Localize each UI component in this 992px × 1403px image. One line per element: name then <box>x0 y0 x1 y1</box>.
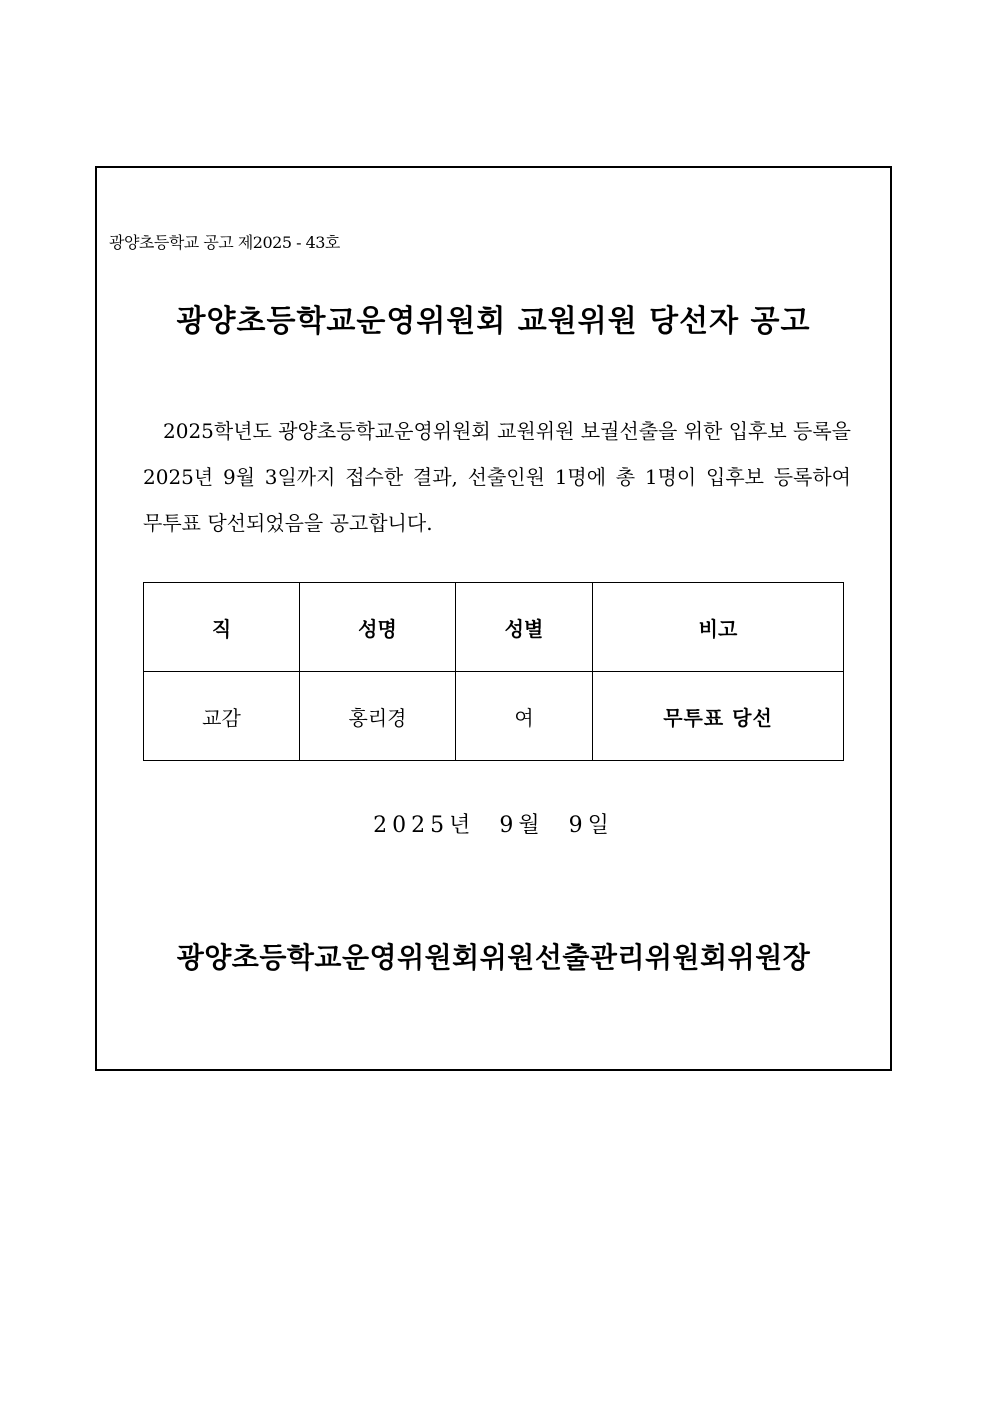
signer-title: 광양초등학교운영위원회위원선출관리위원회위원장 <box>176 941 811 974</box>
notice-date: 2025년 9월 9일 <box>373 813 614 838</box>
cell-name: 홍리경 <box>300 672 456 761</box>
notice-body: 2025학년도 광양초등학교운영위원회 교원위원 보궐선출을 위한 입후보 등록을 2025년 9월 3일까지 접수한 결과, 선출인원 1명에 총 1명이 입후보 등록하여 무투표 당선되었음을 공고합니다. <box>143 419 851 535</box>
header-name: 성명 <box>300 583 456 672</box>
header-remarks: 비고 <box>593 583 844 672</box>
cell-remarks: 무투표 당선 <box>593 672 844 761</box>
cell-position: 교감 <box>144 672 300 761</box>
notice-title: 광양초등학교운영위원회 교원위원 당선자 공고 <box>176 304 811 339</box>
notice-document <box>95 166 892 1071</box>
cell-gender: 여 <box>456 672 593 761</box>
candidate-table <box>143 582 844 761</box>
header-position: 직 <box>144 583 300 672</box>
table-header-row <box>144 583 844 672</box>
table-row <box>144 672 844 761</box>
notice-number: 광양초등학교 공고 제2025 - 43호 <box>109 233 340 252</box>
header-gender: 성별 <box>456 583 593 672</box>
